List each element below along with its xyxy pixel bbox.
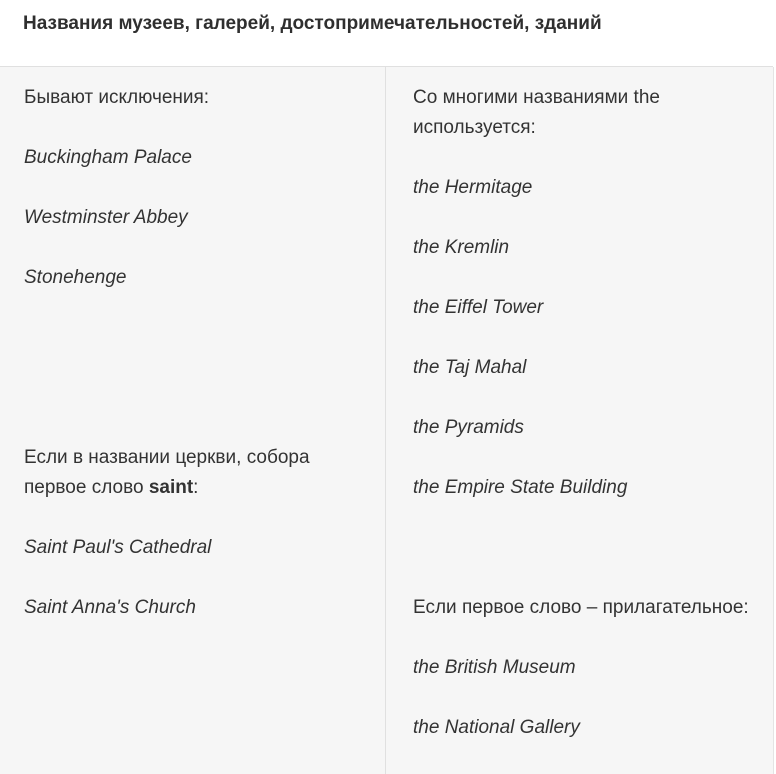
spacer <box>24 323 364 443</box>
adjective-rule: Если первое слово – прилагательное: <box>413 597 749 618</box>
example-item: the Hermitage <box>413 177 533 198</box>
rules-table <box>0 67 774 774</box>
example-item: Saint Anna's Church <box>24 597 196 618</box>
example-item: Stonehenge <box>24 267 127 288</box>
example-item: the National Gallery <box>413 717 580 738</box>
example-item: the British Museum <box>413 657 576 678</box>
example-item: the Empire State Building <box>413 477 628 498</box>
example-item: Buckingham Palace <box>24 147 192 168</box>
church-rule-keyword: saint <box>148 477 194 498</box>
example-item: Saint Paul's Cathedral <box>24 537 212 558</box>
section-header <box>0 0 773 67</box>
right-column <box>413 83 773 773</box>
example-item: Westminster Abbey <box>24 207 188 228</box>
example-item: the Pyramids <box>413 417 524 438</box>
exceptions-intro: Бывают исключения: <box>24 87 210 108</box>
church-rule <box>24 443 364 503</box>
example-item: the Kremlin <box>413 237 510 258</box>
left-column <box>24 83 364 653</box>
church-rule-suffix: : <box>193 477 199 498</box>
example-item: the Eiffel Tower <box>413 297 544 318</box>
the-usage-intro: Со многими названиями the используется: <box>413 87 660 138</box>
spacer <box>413 533 773 593</box>
church-rule-prefix: Если в названии церкви, собора первое слово <box>24 447 310 498</box>
example-item: the Taj Mahal <box>413 357 527 378</box>
column-divider <box>385 67 386 774</box>
section-title: Названия музеев, галерей, достопримечательностей, зданий <box>23 13 602 34</box>
